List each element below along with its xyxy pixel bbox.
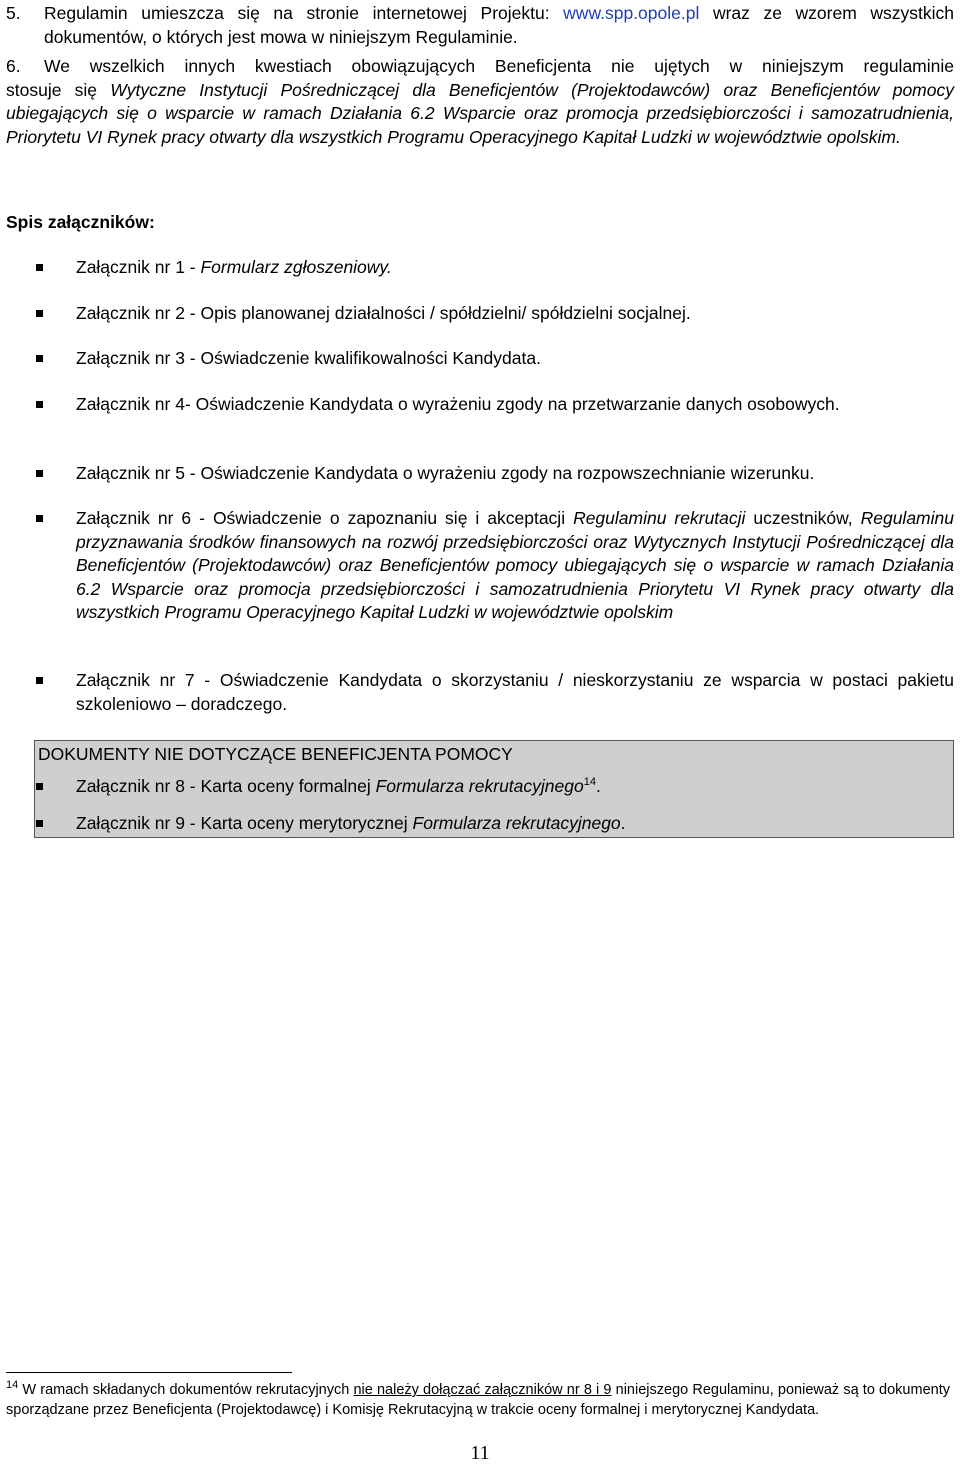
attachment-item-5 [36, 462, 954, 486]
bullet-icon [36, 820, 43, 827]
attachment-label: Załącznik nr 3 - Oświadczenie kwalifikowalności Kandydata. [76, 348, 541, 368]
attachment-label: Załącznik nr 4- Oświadczenie Kandydata o wyrażeniu zgody na przetwarzanie danych osobowych. [76, 394, 840, 414]
attachment-label: Załącznik nr 9 - Karta oceny merytorycznej [76, 813, 413, 833]
paragraph-number: 6. [6, 56, 21, 76]
footnote [6, 1380, 950, 1420]
bullet-icon [36, 470, 43, 477]
paragraph-5 [6, 2, 954, 49]
footnote-marker: 14 [6, 1379, 19, 1392]
attachments-heading: Spis załączników: [6, 212, 155, 232]
paragraph-text: stosuje się [6, 79, 111, 100]
project-website-link[interactable]: www.spp.opole.pl [563, 3, 700, 23]
bullet-icon [36, 783, 43, 790]
footnote-text-tail: niniejszego Regulaminu, ponieważ są to dokumenty sporządzane przez Beneficjenta (Projektodawcę) i Komisję Rekrutacyjną w trakcie oceny formalnej i merytorycznej Kandydata. [6, 1382, 950, 1418]
attachment-italic: Regulaminu rekrutacji [573, 508, 746, 528]
footnote-text: W ramach składanych dokumentów rekrutacyjnych [18, 1382, 354, 1398]
attachment-italic-cont: Regulaminu przyznawania środków finansowych na rozwój przedsiębiorczości oraz Wytycznych Instytucji Pośredniczącej dla Beneficjentów (Projektodawców) oraz Beneficjentów pomocy ubiegających się o wsparcie w ramach Działania 6.2 Wsparcie oraz promocja przedsiębiorczości i samozatrudnienia Priorytetu VI Rynek pracy otwarty dla wszystkich Programu Operacyjnego Kapitał Ludzki w województwie opolskim [76, 508, 954, 622]
attachment-tail: . [595, 776, 601, 796]
page-number: 11 [470, 1442, 490, 1464]
attachment-item-8 [36, 775, 954, 799]
attachment-label: Załącznik nr 7 - Oświadczenie Kandydata o skorzystaniu / nieskorzystaniu ze wsparcia w postaci pakietu szkoleniowo – doradczego. [76, 670, 954, 714]
footnote-emphasis: nie należy dołączać załączników nr 8 i 9 [353, 1382, 612, 1398]
attachment-italic: Formularza rekrutacyjnego [412, 813, 621, 833]
bullet-icon [36, 677, 43, 684]
attachment-label: Załącznik nr 6 - Oświadczenie o zapoznaniu się i akceptacji [76, 508, 574, 528]
attachment-item-9 [36, 812, 954, 836]
attachment-label: Załącznik nr 1 - [76, 257, 201, 277]
attachment-item-1 [36, 256, 954, 280]
box-title: DOKUMENTY NIE DOTYCZĄCE BENEFICJENTA POMOCY [38, 744, 513, 764]
bullet-icon [36, 310, 43, 317]
paragraph-text: Regulamin umieszcza się na stronie internetowej Projektu: [44, 3, 564, 23]
attachment-item-6 [36, 507, 954, 625]
attachment-label: Załącznik nr 8 - Karta oceny formalnej [76, 776, 376, 796]
attachment-tail: . [620, 813, 626, 833]
attachment-item-4 [36, 393, 954, 417]
footnote-reference[interactable]: 14 [583, 776, 596, 789]
bullet-icon [36, 355, 43, 362]
attachment-label: Załącznik nr 5 - Oświadczenie Kandydata o wyrażeniu zgody na rozpowszechnianie wizerunku. [76, 463, 815, 483]
footnote-divider [6, 1372, 292, 1373]
bullet-icon [36, 264, 43, 271]
attachment-label: Załącznik nr 2 - Opis planowanej działalności / spółdzielni/ spółdzielni socjalnej. [76, 303, 691, 323]
attachment-italic: Formularza rekrutacyjnego [375, 776, 584, 796]
attachment-italic: Formularz zgłoszeniowy. [200, 257, 392, 277]
bullet-icon [36, 401, 43, 408]
bullet-icon [36, 515, 43, 522]
attachment-item-2 [36, 302, 954, 326]
paragraph-6 [6, 55, 954, 149]
paragraph-text-tail: wraz ze wzorem wszystkich dokumentów, o których jest mowa w niniejszym Regulaminie. [44, 3, 955, 47]
paragraph-number: 5. [6, 3, 21, 23]
paragraph-first-line: We wszelkich innych kwestiach obowiązujących Beneficjenta nie ujętych w niniejszym regulaminie [44, 56, 954, 76]
attachment-item-7 [36, 669, 954, 716]
attachment-item-3 [36, 347, 954, 371]
guidelines-reference: Wytyczne Instytucji Pośredniczącej dla Beneficjentów (Projektodawców) oraz Beneficjentów pomocy ubiegających się o wsparcie w ramach Działania 6.2 Wsparcie oraz promocja przedsiębiorczości i samozatrudnienia, Priorytetu VI Rynek pracy otwarty dla wszystkich Programu Operacyjnego Kapitał Ludzki w województwie opolskim. [6, 79, 954, 147]
attachment-label-cont: uczestników, [745, 508, 861, 528]
